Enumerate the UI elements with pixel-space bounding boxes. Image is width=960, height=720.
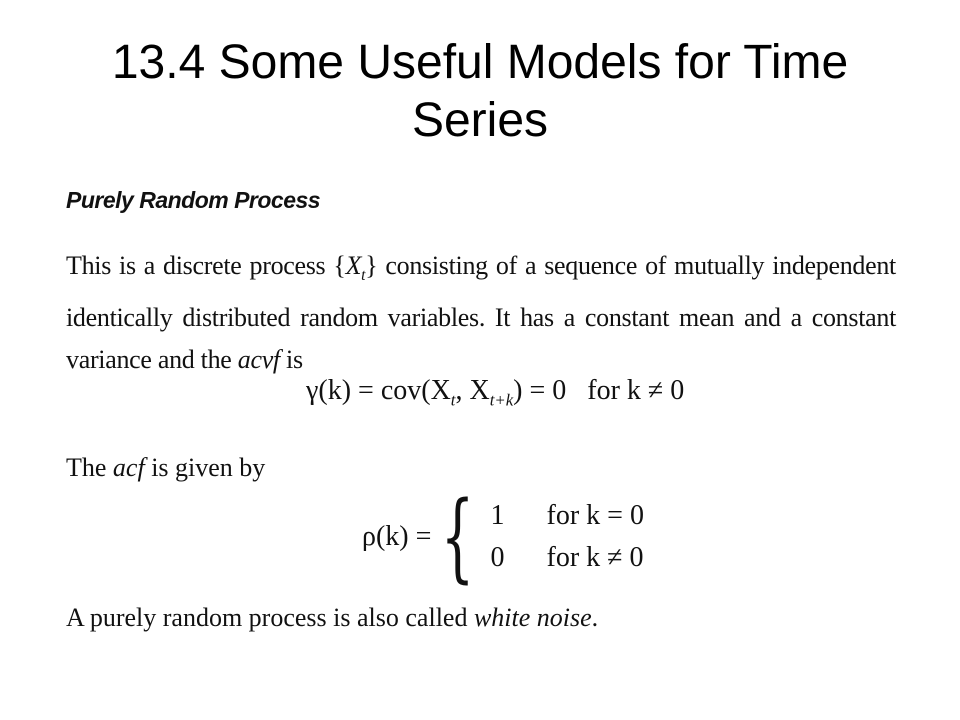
equation-acf: [362, 481, 644, 593]
case-condition: for k = 0: [546, 500, 644, 531]
paragraph-white-noise: [66, 597, 598, 639]
equation-condition: for k ≠ 0: [587, 375, 685, 406]
slide-title: 13.4 Some Useful Models for Time Series: [111, 36, 849, 147]
case-value: 1: [490, 500, 505, 531]
math-subscript: t: [361, 267, 366, 285]
equation-lhs: ρ(k) =: [362, 521, 432, 552]
paragraph-acf: [66, 447, 265, 489]
equation-subscript: t: [450, 390, 456, 410]
equation-rhs: ) = 0: [513, 375, 567, 406]
equation-subscript: t+k: [489, 390, 514, 410]
equation-cases: [491, 495, 644, 579]
case-value: 0: [490, 542, 505, 573]
paragraph-text: .: [591, 603, 599, 632]
case-row: [491, 495, 644, 537]
equation-lhs: γ(k) = cov(X: [306, 375, 451, 406]
term-white-noise: white noise: [473, 603, 592, 632]
paragraph-text: This is a discrete process {: [66, 251, 346, 280]
left-brace-icon: {: [441, 481, 475, 593]
term-acvf: acvf: [237, 345, 280, 375]
paragraph-text: is given by: [144, 453, 266, 482]
paragraph-text: The: [66, 453, 113, 482]
paragraph-text: } consisting of a sequence of mutually independent identically distributed random variables. It has a constant mean and a constant variance and the: [66, 251, 896, 375]
paragraph-text: A purely random process is also called: [66, 603, 474, 632]
term-acf: acf: [112, 453, 145, 482]
case-row: [491, 537, 644, 579]
paragraph-text: is: [279, 345, 303, 375]
paragraph-definition: [66, 245, 896, 381]
equation-acvf: [306, 375, 684, 411]
section-heading: Purely Random Process: [66, 187, 321, 213]
math-variable: X: [345, 251, 362, 280]
case-condition: for k ≠ 0: [546, 542, 644, 573]
equation-middle: , X: [455, 375, 490, 406]
